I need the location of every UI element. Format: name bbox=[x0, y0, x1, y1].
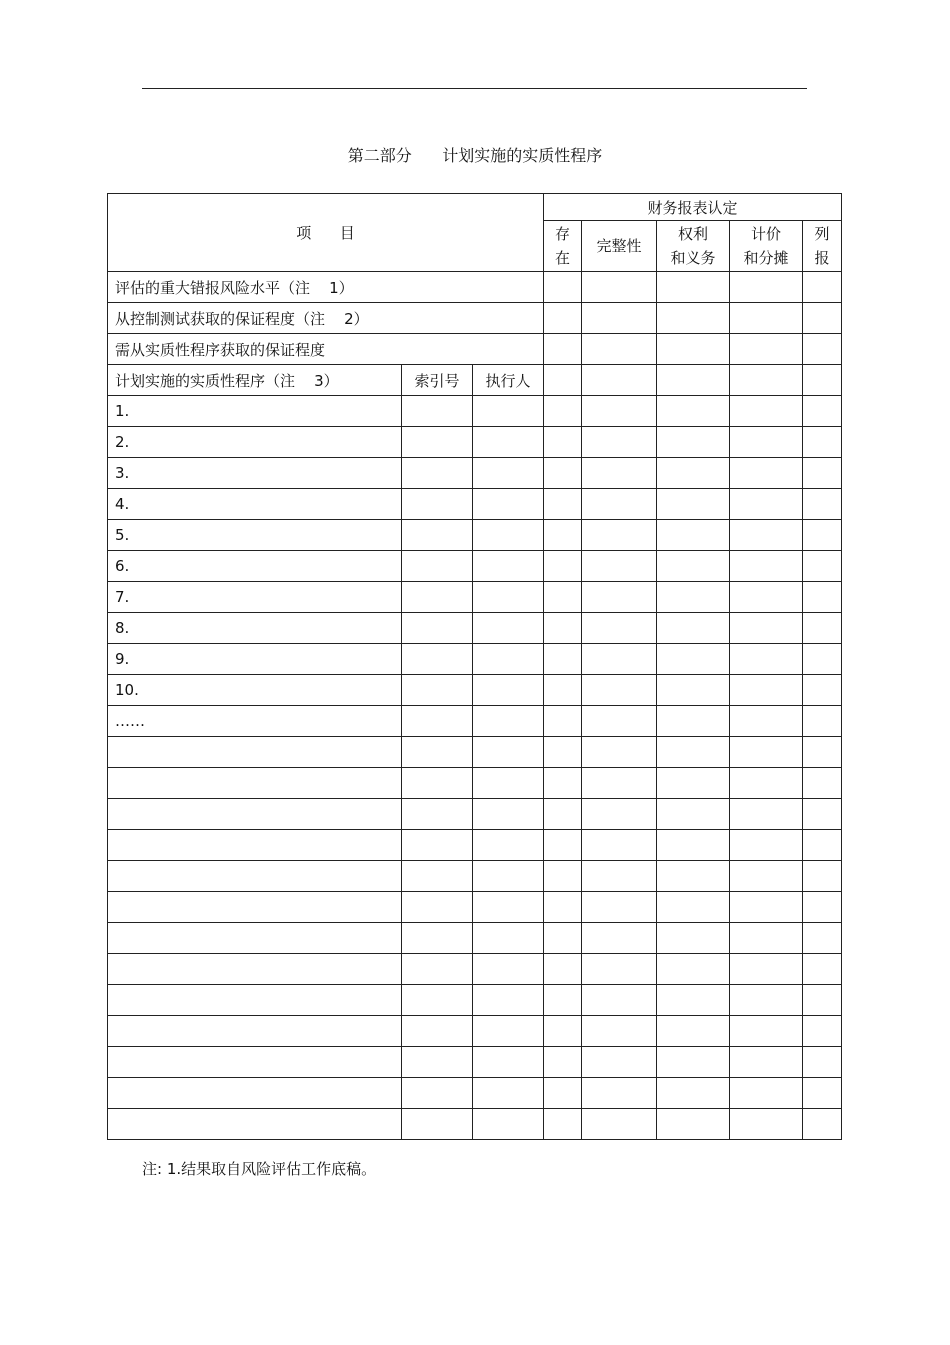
index-no-cell[interactable] bbox=[402, 396, 473, 427]
input-cell[interactable] bbox=[803, 644, 842, 675]
input-cell[interactable] bbox=[803, 303, 842, 334]
input-cell[interactable] bbox=[657, 303, 730, 334]
input-cell[interactable] bbox=[803, 954, 842, 985]
procedure-item-label[interactable] bbox=[108, 1047, 402, 1078]
input-cell[interactable] bbox=[582, 582, 657, 613]
assertion-group-header: 财务报表认定 bbox=[544, 194, 842, 221]
input-cell[interactable] bbox=[803, 458, 842, 489]
procedure-row bbox=[108, 861, 842, 892]
executor-cell[interactable] bbox=[473, 613, 544, 644]
input-cell[interactable] bbox=[730, 830, 803, 861]
input-cell[interactable] bbox=[657, 861, 730, 892]
input-cell[interactable] bbox=[544, 551, 582, 582]
input-cell[interactable] bbox=[803, 1047, 842, 1078]
input-cell[interactable] bbox=[803, 706, 842, 737]
executor-cell[interactable] bbox=[473, 737, 544, 768]
executor-cell[interactable] bbox=[473, 923, 544, 954]
executor-cell[interactable] bbox=[473, 768, 544, 799]
procedure-row bbox=[108, 706, 842, 737]
control-assurance-row bbox=[108, 303, 842, 334]
input-cell[interactable] bbox=[803, 985, 842, 1016]
input-cell[interactable] bbox=[657, 737, 730, 768]
input-cell[interactable] bbox=[657, 675, 730, 706]
input-cell[interactable] bbox=[657, 582, 730, 613]
footnote: 注: 1.结果取自风险评估工作底稿。 bbox=[142, 1160, 377, 1178]
executor-cell[interactable] bbox=[473, 1078, 544, 1109]
input-cell[interactable] bbox=[803, 768, 842, 799]
executor-cell[interactable] bbox=[473, 706, 544, 737]
executor-cell[interactable] bbox=[473, 489, 544, 520]
procedure-item-label[interactable]: 9. bbox=[108, 644, 402, 675]
input-cell[interactable] bbox=[803, 799, 842, 830]
input-cell[interactable] bbox=[803, 365, 842, 396]
input-cell[interactable] bbox=[657, 272, 730, 303]
input-cell[interactable] bbox=[730, 799, 803, 830]
input-cell[interactable] bbox=[657, 799, 730, 830]
input-cell[interactable] bbox=[803, 1078, 842, 1109]
procedure-row bbox=[108, 830, 842, 861]
executor-cell[interactable] bbox=[473, 985, 544, 1016]
input-cell[interactable] bbox=[730, 706, 803, 737]
procedure-row bbox=[108, 644, 842, 675]
input-cell[interactable] bbox=[582, 830, 657, 861]
executor-cell[interactable] bbox=[473, 1016, 544, 1047]
procedure-row bbox=[108, 396, 842, 427]
executor-cell[interactable] bbox=[473, 861, 544, 892]
procedure-item-label[interactable]: 6. bbox=[108, 551, 402, 582]
index-no-cell[interactable] bbox=[402, 613, 473, 644]
input-cell[interactable] bbox=[657, 830, 730, 861]
input-cell[interactable] bbox=[730, 489, 803, 520]
procedure-item-label[interactable] bbox=[108, 954, 402, 985]
procedure-row bbox=[108, 892, 842, 923]
input-cell[interactable] bbox=[803, 892, 842, 923]
input-cell[interactable] bbox=[582, 1109, 657, 1140]
input-cell[interactable] bbox=[730, 458, 803, 489]
procedure-row bbox=[108, 985, 842, 1016]
procedure-row bbox=[108, 427, 842, 458]
input-cell[interactable] bbox=[730, 954, 803, 985]
index-no-cell[interactable] bbox=[402, 489, 473, 520]
input-cell[interactable] bbox=[582, 551, 657, 582]
executor-cell[interactable] bbox=[473, 1109, 544, 1140]
input-cell[interactable] bbox=[657, 489, 730, 520]
input-cell[interactable] bbox=[803, 830, 842, 861]
procedure-row bbox=[108, 613, 842, 644]
executor-cell[interactable] bbox=[473, 1047, 544, 1078]
procedure-item-label[interactable] bbox=[108, 1109, 402, 1140]
index-no-cell[interactable] bbox=[402, 458, 473, 489]
substantive-assurance-label: 需从实质性程序获取的保证程度 bbox=[108, 334, 544, 365]
input-cell[interactable] bbox=[730, 861, 803, 892]
input-cell[interactable] bbox=[803, 861, 842, 892]
input-cell[interactable] bbox=[730, 334, 803, 365]
input-cell[interactable] bbox=[544, 427, 582, 458]
input-cell[interactable] bbox=[544, 954, 582, 985]
index-no-cell[interactable] bbox=[402, 644, 473, 675]
input-cell[interactable] bbox=[730, 923, 803, 954]
executor-cell[interactable] bbox=[473, 520, 544, 551]
input-cell[interactable] bbox=[582, 644, 657, 675]
input-cell[interactable] bbox=[803, 675, 842, 706]
input-cell[interactable] bbox=[803, 551, 842, 582]
index-no-cell[interactable] bbox=[402, 1047, 473, 1078]
input-cell[interactable] bbox=[582, 954, 657, 985]
assertion-presentation-header: 列 报 bbox=[803, 221, 842, 272]
input-cell[interactable] bbox=[657, 954, 730, 985]
substantive-procedures-table bbox=[107, 193, 842, 1140]
input-cell[interactable] bbox=[657, 520, 730, 551]
procedure-row bbox=[108, 1016, 842, 1047]
input-cell[interactable] bbox=[657, 613, 730, 644]
executor-cell[interactable] bbox=[473, 644, 544, 675]
index-no-cell[interactable] bbox=[402, 1078, 473, 1109]
executor-header: 执行人 bbox=[473, 365, 544, 396]
input-cell[interactable] bbox=[730, 985, 803, 1016]
input-cell[interactable] bbox=[544, 613, 582, 644]
index-no-cell[interactable] bbox=[402, 706, 473, 737]
index-no-cell[interactable] bbox=[402, 923, 473, 954]
input-cell[interactable] bbox=[582, 861, 657, 892]
input-cell[interactable] bbox=[657, 551, 730, 582]
input-cell[interactable] bbox=[582, 427, 657, 458]
risk-level-row bbox=[108, 272, 842, 303]
input-cell[interactable] bbox=[730, 520, 803, 551]
input-cell[interactable] bbox=[803, 1016, 842, 1047]
procedure-row bbox=[108, 954, 842, 985]
input-cell[interactable] bbox=[544, 644, 582, 675]
input-cell[interactable] bbox=[730, 427, 803, 458]
input-cell[interactable] bbox=[730, 551, 803, 582]
input-cell[interactable] bbox=[582, 737, 657, 768]
procedure-item-label[interactable]: …… bbox=[108, 706, 402, 737]
procedure-item-label[interactable] bbox=[108, 799, 402, 830]
input-cell[interactable] bbox=[657, 458, 730, 489]
index-no-cell[interactable] bbox=[402, 520, 473, 551]
input-cell[interactable] bbox=[544, 923, 582, 954]
index-no-cell[interactable] bbox=[402, 1016, 473, 1047]
input-cell[interactable] bbox=[582, 1016, 657, 1047]
input-cell[interactable] bbox=[544, 675, 582, 706]
input-cell[interactable] bbox=[657, 892, 730, 923]
input-cell[interactable] bbox=[730, 1047, 803, 1078]
input-cell[interactable] bbox=[582, 799, 657, 830]
index-no-cell[interactable] bbox=[402, 427, 473, 458]
index-no-cell[interactable] bbox=[402, 551, 473, 582]
input-cell[interactable] bbox=[544, 768, 582, 799]
executor-cell[interactable] bbox=[473, 892, 544, 923]
input-cell[interactable] bbox=[582, 272, 657, 303]
input-cell[interactable] bbox=[582, 458, 657, 489]
input-cell[interactable] bbox=[730, 582, 803, 613]
procedure-row bbox=[108, 737, 842, 768]
input-cell[interactable] bbox=[730, 892, 803, 923]
input-cell[interactable] bbox=[657, 1078, 730, 1109]
executor-cell[interactable] bbox=[473, 582, 544, 613]
procedure-row bbox=[108, 675, 842, 706]
input-cell[interactable] bbox=[544, 458, 582, 489]
input-cell[interactable] bbox=[803, 520, 842, 551]
input-cell[interactable] bbox=[657, 1016, 730, 1047]
input-cell[interactable] bbox=[544, 861, 582, 892]
input-cell[interactable] bbox=[582, 613, 657, 644]
input-cell[interactable] bbox=[657, 923, 730, 954]
procedure-item-label[interactable] bbox=[108, 830, 402, 861]
input-cell[interactable] bbox=[582, 675, 657, 706]
procedure-item-label[interactable] bbox=[108, 1016, 402, 1047]
procedure-item-label[interactable]: 2. bbox=[108, 427, 402, 458]
input-cell[interactable] bbox=[803, 613, 842, 644]
procedure-item-label[interactable]: 7. bbox=[108, 582, 402, 613]
assertion-rights-header: 权利 和义务 bbox=[657, 221, 730, 272]
procedure-item-label[interactable] bbox=[108, 861, 402, 892]
procedure-row bbox=[108, 520, 842, 551]
input-cell[interactable] bbox=[544, 892, 582, 923]
input-cell[interactable] bbox=[803, 489, 842, 520]
input-cell[interactable] bbox=[730, 1109, 803, 1140]
procedure-row bbox=[108, 1109, 842, 1140]
input-cell[interactable] bbox=[730, 1016, 803, 1047]
procedure-row bbox=[108, 1047, 842, 1078]
input-cell[interactable] bbox=[582, 1078, 657, 1109]
index-no-cell[interactable] bbox=[402, 768, 473, 799]
procedure-item-label[interactable]: 5. bbox=[108, 520, 402, 551]
procedure-item-label[interactable] bbox=[108, 768, 402, 799]
input-cell[interactable] bbox=[544, 1047, 582, 1078]
item-header: 项 目 bbox=[108, 194, 544, 272]
input-cell[interactable] bbox=[657, 1109, 730, 1140]
procedure-item-label[interactable] bbox=[108, 923, 402, 954]
index-no-cell[interactable] bbox=[402, 830, 473, 861]
input-cell[interactable] bbox=[544, 303, 582, 334]
input-cell[interactable] bbox=[803, 427, 842, 458]
input-cell[interactable] bbox=[582, 303, 657, 334]
index-no-cell[interactable] bbox=[402, 582, 473, 613]
input-cell[interactable] bbox=[730, 1078, 803, 1109]
assertion-completeness-header: 完整性 bbox=[582, 221, 657, 272]
input-cell[interactable] bbox=[582, 1047, 657, 1078]
assertion-valuation-header: 计价 和分摊 bbox=[730, 221, 803, 272]
input-cell[interactable] bbox=[582, 892, 657, 923]
index-no-cell[interactable] bbox=[402, 954, 473, 985]
planned-procedures-label: 计划实施的实质性程序（注 3） bbox=[108, 365, 402, 396]
section-title: 第二部分 计划实施的实质性程序 bbox=[347, 146, 603, 165]
procedure-row bbox=[108, 458, 842, 489]
procedure-item-label[interactable]: 1. bbox=[108, 396, 402, 427]
executor-cell[interactable] bbox=[473, 799, 544, 830]
input-cell[interactable] bbox=[544, 985, 582, 1016]
risk-level-label: 评估的重大错报风险水平（注 1） bbox=[108, 272, 544, 303]
input-cell[interactable] bbox=[730, 613, 803, 644]
index-no-cell[interactable] bbox=[402, 861, 473, 892]
input-cell[interactable] bbox=[803, 334, 842, 365]
procedure-item-label[interactable] bbox=[108, 985, 402, 1016]
executor-cell[interactable] bbox=[473, 396, 544, 427]
input-cell[interactable] bbox=[544, 489, 582, 520]
assertion-existence-header: 存 在 bbox=[544, 221, 582, 272]
index-no-cell[interactable] bbox=[402, 1109, 473, 1140]
executor-cell[interactable] bbox=[473, 427, 544, 458]
input-cell[interactable] bbox=[544, 737, 582, 768]
input-cell[interactable] bbox=[657, 644, 730, 675]
input-cell[interactable] bbox=[803, 582, 842, 613]
index-no-cell[interactable] bbox=[402, 675, 473, 706]
input-cell[interactable] bbox=[582, 706, 657, 737]
input-cell[interactable] bbox=[544, 272, 582, 303]
input-cell[interactable] bbox=[657, 768, 730, 799]
input-cell[interactable] bbox=[657, 706, 730, 737]
input-cell[interactable] bbox=[544, 396, 582, 427]
procedure-item-label[interactable]: 10. bbox=[108, 675, 402, 706]
index-no-cell[interactable] bbox=[402, 892, 473, 923]
input-cell[interactable] bbox=[730, 644, 803, 675]
input-cell[interactable] bbox=[730, 737, 803, 768]
executor-cell[interactable] bbox=[473, 830, 544, 861]
input-cell[interactable] bbox=[582, 334, 657, 365]
substantive-assurance-row bbox=[108, 334, 842, 365]
index-no-cell[interactable] bbox=[402, 985, 473, 1016]
input-cell[interactable] bbox=[582, 768, 657, 799]
procedure-row bbox=[108, 1078, 842, 1109]
input-cell[interactable] bbox=[730, 396, 803, 427]
input-cell[interactable] bbox=[657, 985, 730, 1016]
input-cell[interactable] bbox=[582, 520, 657, 551]
input-cell[interactable] bbox=[730, 303, 803, 334]
index-no-cell[interactable] bbox=[402, 737, 473, 768]
input-cell[interactable] bbox=[544, 1109, 582, 1140]
input-cell[interactable] bbox=[582, 489, 657, 520]
input-cell[interactable] bbox=[803, 1109, 842, 1140]
control-assurance-label: 从控制测试获取的保证程度（注 2） bbox=[108, 303, 544, 334]
procedure-item-label[interactable] bbox=[108, 892, 402, 923]
input-cell[interactable] bbox=[582, 365, 657, 396]
input-cell[interactable] bbox=[544, 1016, 582, 1047]
input-cell[interactable] bbox=[582, 923, 657, 954]
planned-procedures-header-row bbox=[108, 365, 842, 396]
input-cell[interactable] bbox=[544, 582, 582, 613]
input-cell[interactable] bbox=[544, 830, 582, 861]
input-cell[interactable] bbox=[730, 365, 803, 396]
input-cell[interactable] bbox=[544, 334, 582, 365]
input-cell[interactable] bbox=[803, 923, 842, 954]
procedure-row bbox=[108, 799, 842, 830]
procedure-row bbox=[108, 582, 842, 613]
input-cell[interactable] bbox=[544, 799, 582, 830]
executor-cell[interactable] bbox=[473, 458, 544, 489]
procedure-item-label[interactable]: 3. bbox=[108, 458, 402, 489]
procedure-row bbox=[108, 489, 842, 520]
procedure-item-label[interactable] bbox=[108, 1078, 402, 1109]
input-cell[interactable] bbox=[657, 396, 730, 427]
executor-cell[interactable] bbox=[473, 954, 544, 985]
input-cell[interactable] bbox=[657, 427, 730, 458]
index-no-cell[interactable] bbox=[402, 799, 473, 830]
index-no-header: 索引号 bbox=[402, 365, 473, 396]
procedure-item-label[interactable]: 8. bbox=[108, 613, 402, 644]
procedure-row bbox=[108, 551, 842, 582]
input-cell[interactable] bbox=[730, 675, 803, 706]
executor-cell[interactable] bbox=[473, 675, 544, 706]
input-cell[interactable] bbox=[803, 737, 842, 768]
procedure-row bbox=[108, 923, 842, 954]
input-cell[interactable] bbox=[657, 334, 730, 365]
procedure-row bbox=[108, 768, 842, 799]
input-cell[interactable] bbox=[544, 365, 582, 396]
procedure-item-label[interactable]: 4. bbox=[108, 489, 402, 520]
input-cell[interactable] bbox=[803, 396, 842, 427]
input-cell[interactable] bbox=[582, 396, 657, 427]
executor-cell[interactable] bbox=[473, 551, 544, 582]
input-cell[interactable] bbox=[544, 520, 582, 551]
input-cell[interactable] bbox=[544, 706, 582, 737]
input-cell[interactable] bbox=[730, 272, 803, 303]
input-cell[interactable] bbox=[657, 1047, 730, 1078]
top-rule bbox=[142, 88, 807, 89]
input-cell[interactable] bbox=[730, 768, 803, 799]
input-cell[interactable] bbox=[544, 1078, 582, 1109]
procedure-item-label[interactable] bbox=[108, 737, 402, 768]
input-cell[interactable] bbox=[582, 985, 657, 1016]
input-cell[interactable] bbox=[657, 365, 730, 396]
input-cell[interactable] bbox=[803, 272, 842, 303]
